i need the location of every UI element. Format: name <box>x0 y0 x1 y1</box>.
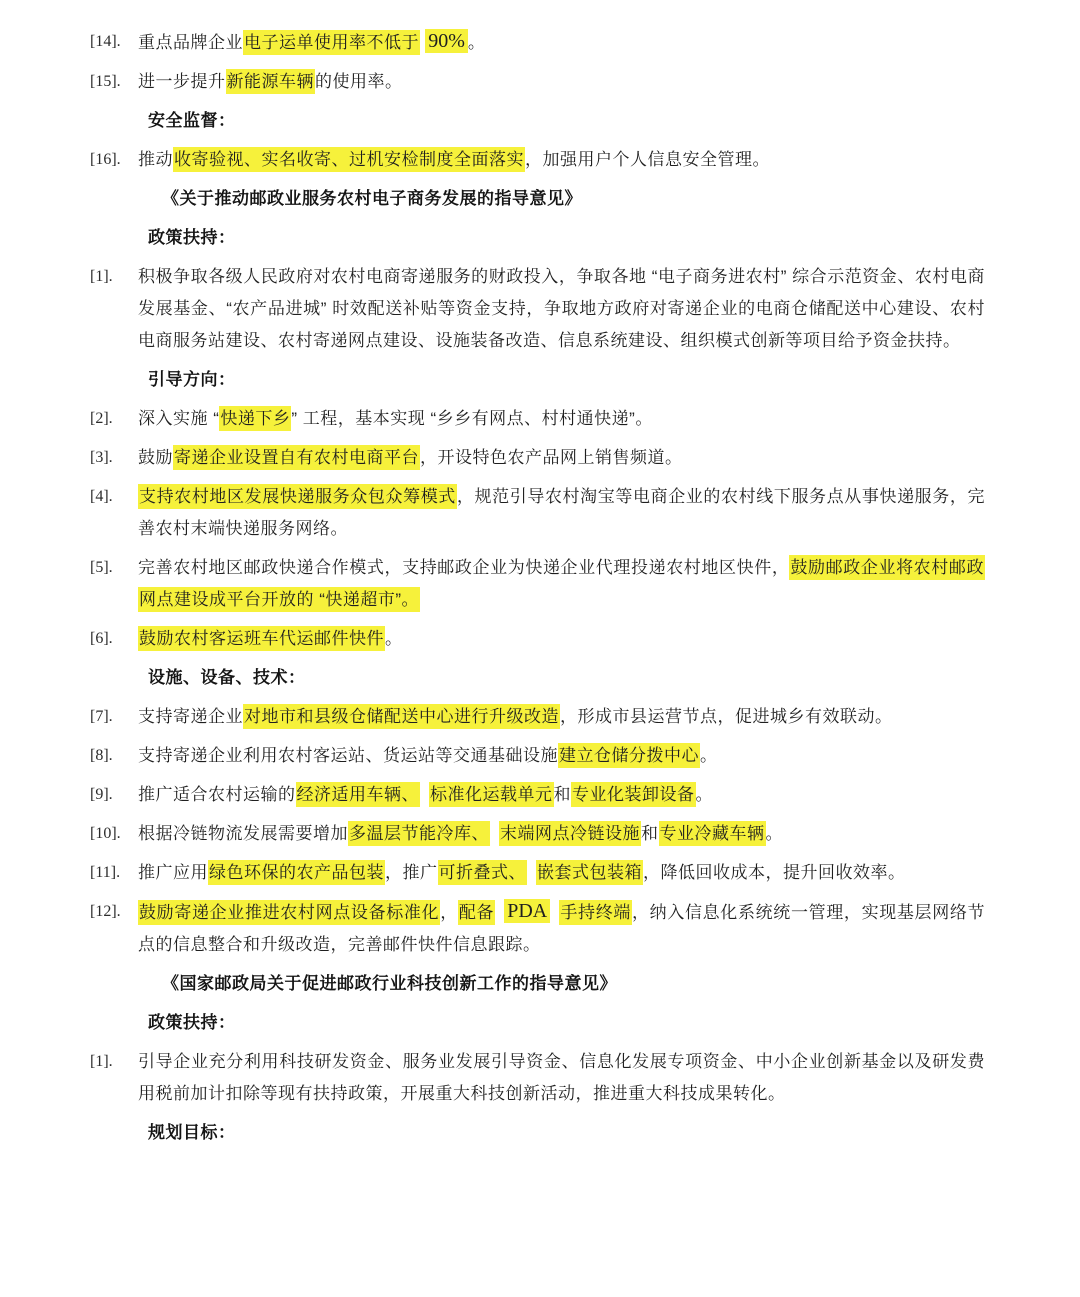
highlighted-text: 支持农村地区发展快递服务众包众筹模式 <box>138 484 457 509</box>
item-number-label: [9]. <box>90 786 113 803</box>
list-item <box>90 66 985 98</box>
list-item <box>90 857 985 889</box>
item-number-label: [10]. <box>90 825 121 842</box>
list-item <box>90 740 985 772</box>
item-text <box>138 144 985 176</box>
highlighted-text: 对地市和县级仓储配送中心进行升级改造 <box>243 704 560 729</box>
document-content <box>90 26 985 1149</box>
item-number-label: [8]. <box>90 747 113 764</box>
item-text <box>138 818 985 850</box>
section-heading: 政策扶持： <box>148 1013 236 1032</box>
item-text <box>138 66 985 98</box>
highlighted-text: 新能源车辆 <box>226 69 316 94</box>
plain-text: 推广应用 <box>138 863 208 882</box>
item-text <box>138 552 985 616</box>
list-item <box>90 779 985 811</box>
item-number-label: [16]. <box>90 151 121 168</box>
highlighted-text: 嵌套式包装箱 <box>536 860 643 885</box>
list-item <box>90 552 985 616</box>
document-title: 《国家邮政局关于促进邮政行业科技创新工作的指导意见》 <box>162 974 617 993</box>
list-item <box>90 442 985 474</box>
plain-text: 推动 <box>138 150 173 169</box>
highlighted-latin-text: PDA <box>504 899 550 923</box>
item-text <box>138 896 985 961</box>
item-text <box>138 481 985 545</box>
list-item <box>90 701 985 733</box>
plain-text: 。 <box>385 629 403 648</box>
item-text <box>138 261 985 357</box>
item-number-label: [3]. <box>90 449 113 466</box>
highlighted-text: 配备 <box>458 900 495 925</box>
plain-text: 和 <box>553 785 571 804</box>
section-heading: 政策扶持： <box>148 228 236 247</box>
plain-text: ” 工程，基本实现 “乡乡有网点、村村通快递”。 <box>291 409 653 428</box>
plain-text: ，加强用户个人信息安全管理。 <box>525 150 770 169</box>
plain-text: 。 <box>765 824 783 843</box>
plain-text: 支持寄递企业利用农村客运站、货运站等交通基础设施 <box>138 746 558 765</box>
plain-text: ， <box>440 903 458 922</box>
plain-text: 。 <box>695 785 713 804</box>
highlighted-text: 专业冷藏车辆 <box>659 821 766 846</box>
item-number-label: [11]. <box>90 864 121 881</box>
highlighted-text: 手持终端 <box>559 900 632 925</box>
plain-text: 和 <box>641 824 659 843</box>
item-text <box>138 442 985 474</box>
item-number-label: [5]. <box>90 559 113 576</box>
highlighted-text: 专业化装卸设备 <box>571 782 696 807</box>
list-item <box>90 403 985 435</box>
highlighted-text: 快递下乡 <box>219 406 291 431</box>
list-item <box>90 896 985 961</box>
item-text <box>138 623 985 655</box>
plain-text: 。 <box>467 33 486 52</box>
item-text <box>138 857 985 889</box>
highlighted-text: 绿色环保的农产品包装 <box>208 860 385 885</box>
list-item <box>90 26 985 59</box>
highlighted-text: 经济适用车辆、 <box>296 782 421 807</box>
document-title: 《关于推动邮政业服务农村电子商务发展的指导意见》 <box>162 189 582 208</box>
list-item <box>90 623 985 655</box>
item-text <box>138 701 985 733</box>
list-item <box>90 481 985 545</box>
plain-text: 支持寄递企业 <box>138 707 243 726</box>
section-heading: 引导方向： <box>148 370 236 389</box>
plain-text: ，纳入信息化系统统一管理，实现基层网络节点的信息整合和升级改造，完善邮件快件信息跟踪。 <box>138 903 986 954</box>
highlighted-text: 电子运单使用率不低于 <box>243 30 420 55</box>
item-text <box>138 779 985 811</box>
highlighted-text: 标准化运载单元 <box>429 782 554 807</box>
item-number-label: [14]. <box>90 33 121 50</box>
item-text <box>138 740 985 772</box>
plain-text: 。 <box>700 746 718 765</box>
plain-text: 重点品牌企业 <box>138 33 243 52</box>
item-number-label: [2]. <box>90 410 113 427</box>
highlighted-text: 可折叠式、 <box>438 860 528 885</box>
highlighted-text: 末端网点冷链设施 <box>499 821 641 846</box>
item-number-label: [12]. <box>90 903 121 920</box>
item-text <box>138 1046 985 1110</box>
plain-text: ，形成市县运营节点，促进城乡有效联动。 <box>560 707 893 726</box>
section-heading: 安全监督： <box>148 111 236 130</box>
plain-text: 进一步提升 <box>138 72 226 91</box>
plain-text: 积极争取各级人民政府对农村电商寄递服务的财政投入，争取各地 “电子商务进农村” 综合示范资金、农村电商发展基金、“农产品进城” 时效配送补贴等资金支持，争取地方政府对寄递企业的电商仓储配送中心建设、农村电商服务站建设、农村寄递网点建设、设施装备改造、信息系统建设、组织模式创新等项目给予资金扶持。 <box>138 267 985 350</box>
section-heading: 设施、设备、技术： <box>148 668 306 687</box>
plain-text: ，开设特色农产品网上销售频道。 <box>420 448 683 467</box>
plain-text: 完善农村地区邮政快递合作模式，支持邮政企业为快递企业代理投递农村地区快件， <box>138 558 790 577</box>
highlighted-text: 鼓励农村客运班车代运邮件快件 <box>138 626 385 651</box>
plain-text: ，推广 <box>385 863 438 882</box>
section-heading: 规划目标： <box>148 1123 236 1142</box>
highlighted-text: 鼓励邮政企业将农村邮政网点建设成平台开放的 “快递超市”。 <box>138 555 985 612</box>
plain-text: ，规范引导农村淘宝等电商企业的农村线下服务点从事快递服务，完善农村末端快递服务网络。 <box>138 487 986 538</box>
plain-text: 的使用率。 <box>315 72 403 91</box>
item-text <box>138 26 985 59</box>
highlighted-latin-text: 90% <box>425 29 468 53</box>
list-item <box>90 144 985 176</box>
highlighted-text: 寄递企业设置自有农村电商平台 <box>173 445 420 470</box>
item-number-label: [6]. <box>90 630 113 647</box>
item-number-label: [15]. <box>90 73 121 90</box>
plain-text: 引导企业充分利用科技研发资金、服务业发展引导资金、信息化发展专项资金、中小企业创新基金以及研发费用税前加计扣除等现有扶持政策，开展重大科技创新活动，推进重大科技成果转化。 <box>138 1052 985 1103</box>
highlighted-text: 鼓励寄递企业推进农村网点设备标准化 <box>138 900 440 925</box>
item-number-label: [4]. <box>90 488 113 505</box>
item-number-label: [7]. <box>90 708 113 725</box>
plain-text: 根据冷链物流发展需要增加 <box>138 824 348 843</box>
plain-text: 推广适合农村运输的 <box>138 785 296 804</box>
list-item <box>90 261 985 357</box>
item-number-label: [1]. <box>90 268 113 285</box>
list-item <box>90 818 985 850</box>
highlighted-text: 建立仓储分拨中心 <box>558 743 700 768</box>
highlighted-text: 收寄验视、实名收寄、过机安检制度全面落实 <box>173 147 525 172</box>
plain-text: ，降低回收成本，提升回收效率。 <box>643 863 906 882</box>
list-item <box>90 1046 985 1110</box>
plain-text: 鼓励 <box>138 448 173 467</box>
plain-text: 深入实施 “ <box>138 409 220 428</box>
item-number-label: [1]. <box>90 1053 113 1070</box>
item-text <box>138 403 985 435</box>
highlighted-text: 多温层节能冷库、 <box>348 821 490 846</box>
